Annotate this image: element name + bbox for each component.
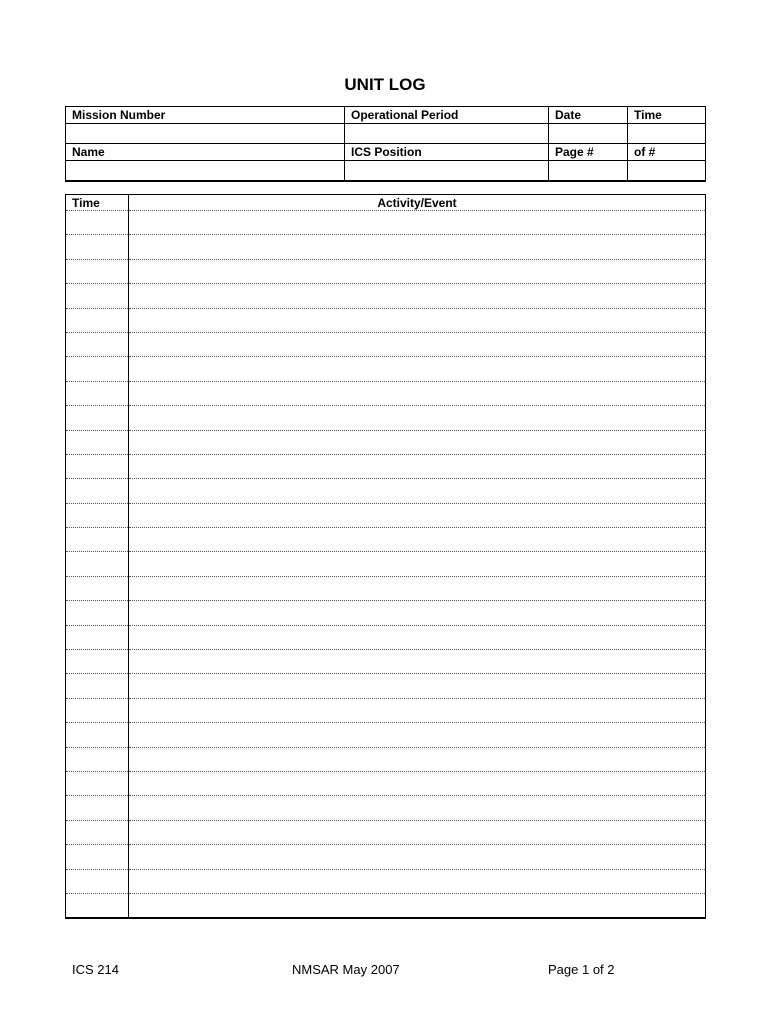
log-time-cell[interactable] [66, 332, 129, 356]
log-activity-cell[interactable] [129, 796, 706, 820]
log-activity-cell[interactable] [129, 406, 706, 430]
table-row [66, 284, 706, 308]
log-time-cell[interactable] [66, 235, 129, 259]
log-time-cell[interactable] [66, 381, 129, 405]
table-row [66, 259, 706, 283]
log-activity-cell[interactable] [129, 308, 706, 332]
table-row [66, 771, 706, 795]
activity-log-table [65, 194, 706, 919]
time-label: Time [628, 107, 706, 124]
ics-position-label: ICS Position [345, 144, 549, 161]
log-time-cell[interactable] [66, 698, 129, 722]
log-time-cell[interactable] [66, 674, 129, 698]
log-time-cell[interactable] [66, 893, 129, 918]
log-time-cell[interactable] [66, 723, 129, 747]
log-activity-cell[interactable] [129, 698, 706, 722]
log-time-cell[interactable] [66, 528, 129, 552]
footer-org-date: NMSAR May 2007 [292, 962, 400, 977]
log-time-cell[interactable] [66, 454, 129, 478]
table-row [66, 893, 706, 918]
table-row [66, 552, 706, 576]
mission-number-label: Mission Number [66, 107, 345, 124]
log-time-cell[interactable] [66, 771, 129, 795]
table-row [66, 820, 706, 844]
table-row [66, 650, 706, 674]
table-row [66, 308, 706, 332]
header-table [65, 106, 706, 182]
table-row [66, 503, 706, 527]
ics-position-field[interactable] [345, 161, 549, 182]
log-activity-cell[interactable] [129, 284, 706, 308]
log-activity-cell[interactable] [129, 479, 706, 503]
log-time-cell[interactable] [66, 284, 129, 308]
table-row [66, 454, 706, 478]
table-row [66, 479, 706, 503]
log-activity-cell[interactable] [129, 211, 706, 235]
log-activity-cell[interactable] [129, 650, 706, 674]
log-time-cell[interactable] [66, 747, 129, 771]
log-activity-cell[interactable] [129, 430, 706, 454]
footer-page-number: Page 1 of 2 [548, 962, 615, 977]
log-activity-cell[interactable] [129, 845, 706, 869]
log-activity-cell[interactable] [129, 454, 706, 478]
log-time-cell[interactable] [66, 479, 129, 503]
log-activity-cell[interactable] [129, 674, 706, 698]
log-activity-cell[interactable] [129, 332, 706, 356]
table-row [66, 211, 706, 235]
mission-number-field[interactable] [66, 124, 345, 144]
log-activity-cell[interactable] [129, 869, 706, 893]
table-row [66, 430, 706, 454]
log-time-cell[interactable] [66, 552, 129, 576]
operational-period-field[interactable] [345, 124, 549, 144]
log-activity-cell[interactable] [129, 820, 706, 844]
log-time-cell[interactable] [66, 650, 129, 674]
log-activity-cell[interactable] [129, 625, 706, 649]
table-row [66, 235, 706, 259]
time-field[interactable] [628, 124, 706, 144]
log-activity-cell[interactable] [129, 552, 706, 576]
table-row [66, 747, 706, 771]
table-row [66, 406, 706, 430]
log-activity-header: Activity/Event [129, 195, 706, 211]
table-row [66, 576, 706, 600]
form-title: UNIT LOG [344, 75, 426, 94]
log-activity-cell[interactable] [129, 893, 706, 918]
log-activity-cell[interactable] [129, 259, 706, 283]
log-activity-cell[interactable] [129, 528, 706, 552]
log-time-cell[interactable] [66, 211, 129, 235]
log-time-cell[interactable] [66, 601, 129, 625]
table-row [66, 625, 706, 649]
table-row [66, 674, 706, 698]
log-activity-cell[interactable] [129, 576, 706, 600]
of-number-label: of # [628, 144, 706, 161]
of-number-field[interactable] [628, 161, 706, 182]
log-activity-cell[interactable] [129, 235, 706, 259]
page-number-field[interactable] [549, 161, 628, 182]
table-row [66, 796, 706, 820]
table-row [66, 381, 706, 405]
log-time-cell[interactable] [66, 503, 129, 527]
table-row [66, 845, 706, 869]
log-activity-cell[interactable] [129, 357, 706, 381]
log-time-cell[interactable] [66, 796, 129, 820]
log-activity-cell[interactable] [129, 723, 706, 747]
log-time-cell[interactable] [66, 357, 129, 381]
date-label: Date [549, 107, 628, 124]
log-time-cell[interactable] [66, 845, 129, 869]
log-activity-cell[interactable] [129, 747, 706, 771]
page-number-label: Page # [549, 144, 628, 161]
log-time-cell[interactable] [66, 308, 129, 332]
name-field[interactable] [66, 161, 345, 182]
table-row [66, 332, 706, 356]
log-activity-cell[interactable] [129, 771, 706, 795]
log-time-cell[interactable] [66, 406, 129, 430]
table-row [66, 869, 706, 893]
log-time-cell[interactable] [66, 820, 129, 844]
table-row [66, 723, 706, 747]
table-row [66, 601, 706, 625]
log-time-cell[interactable] [66, 869, 129, 893]
table-row [66, 528, 706, 552]
log-activity-cell[interactable] [129, 601, 706, 625]
log-time-cell[interactable] [66, 576, 129, 600]
log-time-cell[interactable] [66, 259, 129, 283]
table-row [66, 357, 706, 381]
log-activity-cell[interactable] [129, 381, 706, 405]
log-rows [66, 211, 706, 919]
name-label: Name [66, 144, 345, 161]
table-row [66, 698, 706, 722]
log-time-cell[interactable] [66, 430, 129, 454]
footer-form-id: ICS 214 [72, 962, 119, 977]
log-time-header: Time [66, 195, 129, 211]
operational-period-label: Operational Period [345, 107, 549, 124]
log-activity-cell[interactable] [129, 503, 706, 527]
log-time-cell[interactable] [66, 625, 129, 649]
date-field[interactable] [549, 124, 628, 144]
